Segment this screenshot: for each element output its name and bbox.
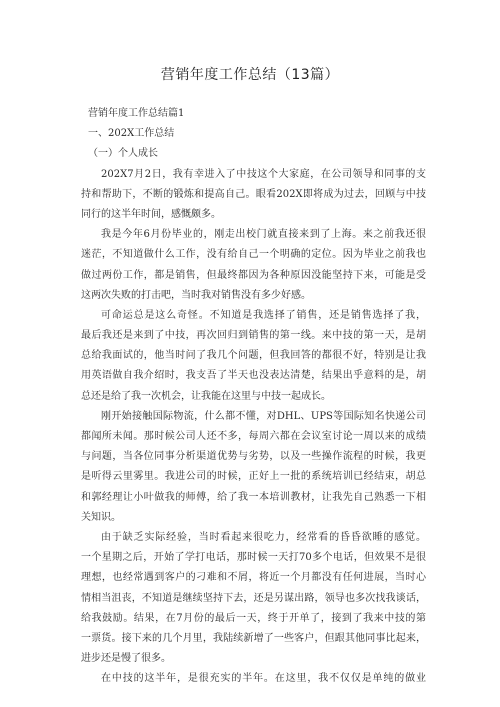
paragraph-line: 用英语做自我介绍时，我支吾了半天也没表达清楚，结果出乎意料的是，胡: [81, 370, 426, 382]
section-heading: 营销年度工作总结篇1: [88, 108, 185, 119]
paragraph-line: 理想，也经常遇到客户的刁难和不屑，将近一个月都没有任何进展，当时心: [81, 572, 426, 584]
section-subsubheading: （一）个人成长: [88, 148, 158, 160]
document-title: 营销年度工作总结（13篇）: [160, 67, 340, 83]
paragraph-line: 由于缺乏实际经验，当时看起来很吃力，经常看的昏昏欲睡的感觉。: [101, 531, 426, 543]
paragraph-line: 202X7月2日，我有幸进入了中技这个大家庭，在公司领导和同事的支: [101, 168, 426, 180]
paragraph-line: 同行的这半年时间，感慨颇多。: [81, 208, 221, 220]
paragraph-line: 迷茫，不知道做什么工作，没有给自己一个明确的定位。因为毕业之前我也: [81, 249, 426, 261]
paragraph-line: 情相当沮丧，不知道是继续坚持下去，还是另谋出路，领导也多次找我谈话，: [81, 592, 426, 604]
paragraph-line: 与问题，当各位同事分析渠道优势与劣势，以及一些操作流程的时候，我更: [81, 451, 426, 463]
paragraph-line: 这两次失败的打击吧，当时我对销售没有多少好感。: [81, 289, 311, 301]
paragraph-line: 刚开始接触国际物流，什么都不懂，对DHL、UPS等国际知名快递公司: [101, 410, 426, 422]
paragraph-line: 和郭经理让小叶做我的师傅，给了我一本培训教材，让我先自己熟悉一下相: [81, 491, 426, 503]
paragraph-line: 最后我还是来到了中技，再次回归到销售的第一线。来中技的第一天，是胡: [81, 330, 426, 342]
document-body: [81, 104, 426, 689]
paragraph-line: 都闻所未闻。那时候公司人还不多，每周六都在会议室讨论一周以来的成绩: [81, 431, 426, 442]
paragraph-line: 总给我面试的，他当时问了我几个问题，但我回答的都很不好，特别是让我: [81, 350, 426, 362]
paragraph-line: 我是今年6月份毕业的，刚走出校门就直接来到了上海。来之前我还很: [101, 229, 426, 241]
section-subheading: 一、202X工作总结: [88, 128, 175, 140]
paragraph-line: 一票货。接下来的几个月里，我陆续新增了一些客户，但跟其他同事比起来，: [81, 632, 426, 644]
paragraph-line: 可命运总是这么奇怪。不知道是我选择了销售，还是销售选择了我，: [101, 309, 426, 321]
paragraph-line: 做过两份工作，都是销售，但最终都因为各种原因没能坚持下来，可能是受: [81, 269, 426, 281]
paragraph-line: 总还是给了我一次机会，让我能在这里与中技一起成长。: [81, 390, 331, 402]
paragraph-line: 一个星期之后，开始了学打电话，那时候一天打70多个电话，但效果不是很: [81, 552, 426, 564]
paragraph-line: 持和帮助下，不断的锻炼和提高自己。眼看202X即将成为过去，回顾与中技: [81, 188, 426, 200]
paragraph-line: 关知识。: [81, 511, 121, 523]
paragraph-line: 进步还是慢了很多。: [81, 653, 171, 665]
paragraph-line: 给我鼓励。结果，在7月份的最后一天，终于开单了，接到了我来中技的第: [81, 612, 426, 624]
paragraph-line: 是听得云里雾里。我进公司的时候，正好上一批的系统培训已经结束，胡总: [81, 471, 426, 483]
paragraph-line: 在中技的这半年，是很充实的半年。在这里，我不仅仅是单纯的做业: [101, 673, 426, 685]
